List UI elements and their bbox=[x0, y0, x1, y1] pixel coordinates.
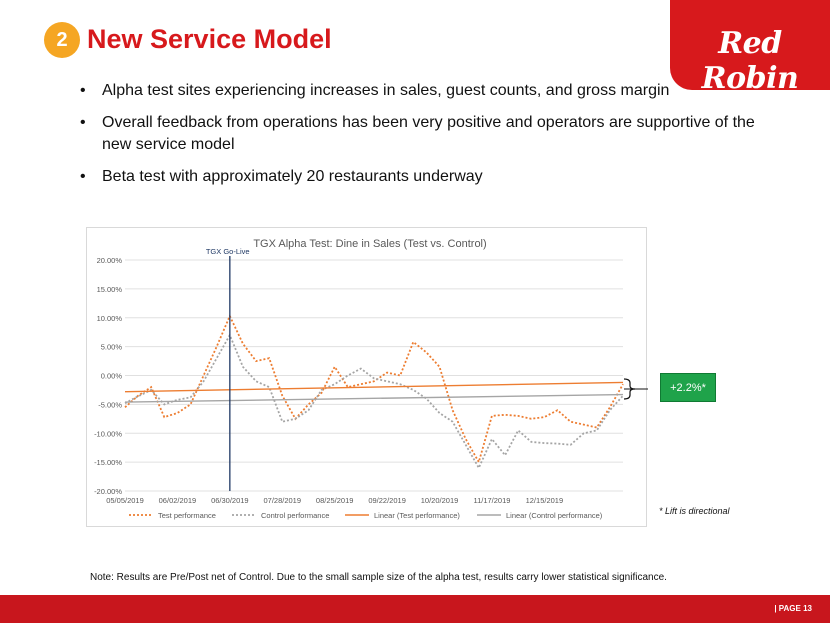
y-tick-label: 10.00% bbox=[96, 313, 122, 323]
page-number: | PAGE 13 bbox=[774, 604, 812, 613]
y-tick-label: -15.00% bbox=[94, 458, 122, 468]
chart-title: TGX Alpha Test: Dine in Sales (Test vs. Control) bbox=[253, 238, 487, 250]
go-live-label: TGX Go-Live bbox=[205, 247, 250, 256]
logo-brand-text: Red Robin bbox=[701, 26, 799, 96]
section-number-badge: 2 bbox=[44, 22, 80, 58]
legend-label: Control performance bbox=[261, 511, 330, 520]
y-tick-label: -10.00% bbox=[94, 429, 122, 439]
lift-callout: +2.2%* bbox=[660, 373, 716, 402]
y-tick-label: 0.00% bbox=[100, 371, 122, 381]
y-tick-label: -20.00% bbox=[94, 487, 122, 496]
chart-frame bbox=[86, 227, 647, 527]
x-tick-label: 08/25/2019 bbox=[315, 496, 354, 505]
footer-bar bbox=[0, 595, 830, 623]
y-tick-label: 5.00% bbox=[100, 342, 122, 352]
legend-label: Linear (Test performance) bbox=[374, 511, 460, 520]
lift-footnote: * Lift is directional bbox=[659, 506, 730, 516]
y-tick-label: 20.00% bbox=[96, 256, 122, 265]
x-tick-label: 05/05/2019 bbox=[106, 496, 144, 505]
series-line bbox=[125, 316, 623, 462]
x-tick-label: 11/17/2019 bbox=[473, 496, 511, 505]
sales-line-chart bbox=[87, 228, 646, 526]
legend-label: Linear (Control performance) bbox=[506, 511, 603, 520]
x-tick-label: 09/22/2019 bbox=[368, 496, 406, 505]
x-tick-label: 12/15/2019 bbox=[525, 496, 564, 505]
x-tick-label: 10/20/2019 bbox=[420, 496, 459, 505]
bullet-item: • Alpha test sites experiencing increases in sales, guest counts, and gross margin bbox=[78, 80, 758, 102]
bullet-list bbox=[78, 80, 758, 198]
bullet-item: • Beta test with approximately 20 restaurants underway bbox=[78, 166, 758, 188]
bullet-item: • Overall feedback from operations has been very positive and operators are supportive of the new service model bbox=[78, 112, 758, 156]
legend-label: Test performance bbox=[158, 511, 216, 520]
results-note: Note: Results are Pre/Post net of Control. Due to the small sample size of the alpha test, results carry lower statistical significance. bbox=[90, 572, 667, 583]
y-tick-label: -5.00% bbox=[98, 400, 122, 410]
page-title: New Service Model bbox=[87, 24, 332, 54]
y-tick-label: 15.00% bbox=[96, 284, 122, 294]
red-robin-logo bbox=[670, 0, 830, 109]
logo-tagline: GOURMET BURGERS AND BREWS bbox=[682, 100, 818, 109]
trend-line bbox=[125, 395, 623, 403]
x-tick-label: 06/02/2019 bbox=[158, 496, 197, 505]
x-tick-label: 07/28/2019 bbox=[263, 496, 302, 505]
x-tick-label: 06/30/2019 bbox=[211, 496, 249, 505]
